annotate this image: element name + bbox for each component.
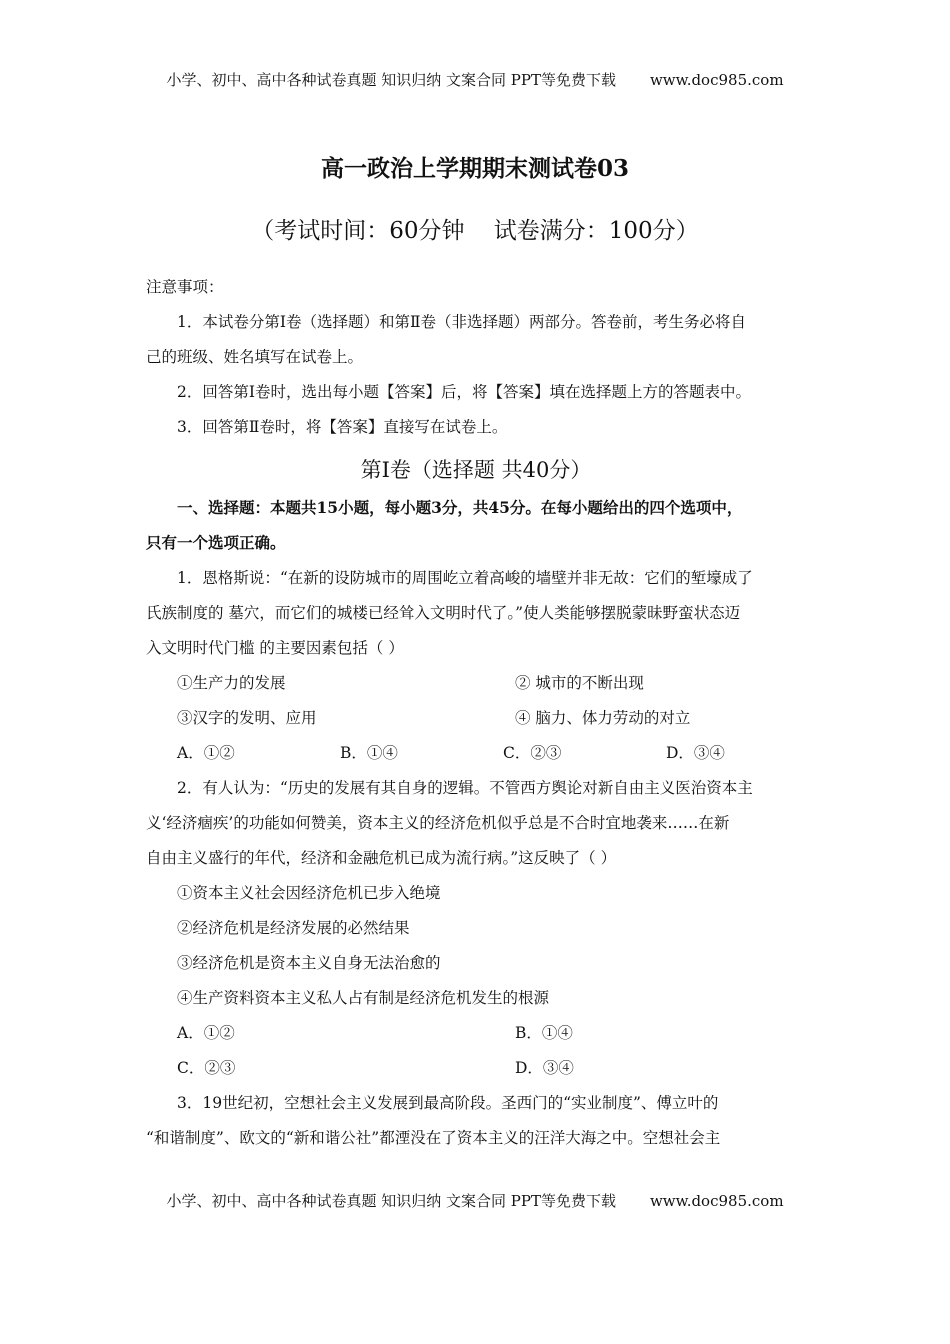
statement-item: ④生产资料资本主义私人占有制是经济危机发生的根源 xyxy=(177,989,550,1007)
answer-option: A．①② xyxy=(177,744,235,762)
statement-item: ④ 脑力、体力劳动的对立 xyxy=(515,709,691,727)
exam-content xyxy=(146,273,806,1159)
answer-option: B．①④ xyxy=(340,744,398,762)
statement-item: ③经济危机是资本主义自身无法治愈的 xyxy=(177,954,441,972)
answer-option: D．③④ xyxy=(515,1059,574,1077)
question-3-stem: 3．19世纪初，空想社会主义发展到最高阶段。圣西门的“实业制度”、傅立叶的 xyxy=(177,1094,719,1112)
header-site: www.doc985.com xyxy=(649,71,784,89)
exam-title: 高一政治上学期期末测试卷03 xyxy=(320,155,629,182)
question-2-options xyxy=(146,1019,806,1054)
answer-option: B．①④ xyxy=(515,1024,573,1042)
notes-line: 1．本试卷分第Ⅰ卷（选择题）和第Ⅱ卷（非选择题）两部分。答卷前，考生务必将自 xyxy=(177,313,747,331)
question-2-stem: 自由主义盛行的年代，经济和金融危机已成为流行病。”这反映了（ ） xyxy=(146,849,617,867)
footer-site: www.doc985.com xyxy=(649,1192,784,1210)
statement-item: ①资本主义社会因经济危机已步入绝境 xyxy=(177,884,441,902)
question-2-stem: 2．有人认为：“历史的发展有其自身的逻辑。不管西方舆论对新自由主义医治资本主 xyxy=(177,779,753,797)
notes-line: 2．回答第Ⅰ卷时，选出每小题【答案】后，将【答案】填在选择题上方的答题表中。 xyxy=(177,383,751,401)
answer-option: D．③④ xyxy=(666,744,725,762)
question-1-items xyxy=(146,669,806,704)
answer-option: C．②③ xyxy=(503,744,562,762)
page-footer xyxy=(0,1191,950,1211)
page-header xyxy=(0,70,950,90)
statement-item: ②经济危机是经济发展的必然结果 xyxy=(177,919,410,937)
answer-option: C．②③ xyxy=(177,1059,236,1077)
section-title: 第Ⅰ卷（选择题 共40分） xyxy=(360,458,592,482)
question-2-stem: 义‘经济痼疾’的功能如何赞美，资本主义的经济危机似乎总是不合时宜地袭来……在新 xyxy=(146,814,730,832)
question-1-stem: 入文明时代门槛 的主要因素包括（ ） xyxy=(146,639,404,657)
instruction-line: 只有一个选项正确。 xyxy=(146,533,286,552)
answer-option: A．①② xyxy=(177,1024,235,1042)
question-1-stem: 氏族制度的 墓穴，而它们的城楼已经耸入文明时代了。”使人类能够摆脱蒙昧野蛮状态迈 xyxy=(146,604,741,622)
exam-subtitle: （考试时间：60分钟 试卷满分：100分） xyxy=(251,218,699,244)
question-1-items xyxy=(146,704,806,739)
statement-item: ①生产力的发展 xyxy=(177,674,286,692)
question-1-options xyxy=(146,739,806,774)
instruction-line: 一、选择题：本题共15小题，每小题3分，共45分。在每小题给出的四个选项中， xyxy=(177,498,743,517)
notes-line: 己的班级、姓名填写在试卷上。 xyxy=(146,348,364,366)
notes-line: 3．回答第Ⅱ卷时，将【答案】直接写在试卷上。 xyxy=(177,418,508,436)
statement-item: ② 城市的不断出现 xyxy=(515,674,644,692)
question-3-stem: “和谐制度”、欧文的“新和谐公社”都湮没在了资本主义的汪洋大海之中。空想社会主 xyxy=(146,1129,721,1147)
statement-item: ③汉字的发明、应用 xyxy=(177,709,317,727)
question-1-stem: 1．恩格斯说：“在新的设防城市的周围屹立着高峻的墙壁并非无故：它们的堑壕成了 xyxy=(177,569,753,587)
footer-text: 小学、初中、高中各种试卷真题 知识归纳 文案合同 PPT等免费下载 xyxy=(166,1192,616,1210)
question-2-options xyxy=(146,1054,806,1089)
notes-heading: 注意事项： xyxy=(146,278,224,296)
header-text: 小学、初中、高中各种试卷真题 知识归纳 文案合同 PPT等免费下载 xyxy=(166,71,616,89)
